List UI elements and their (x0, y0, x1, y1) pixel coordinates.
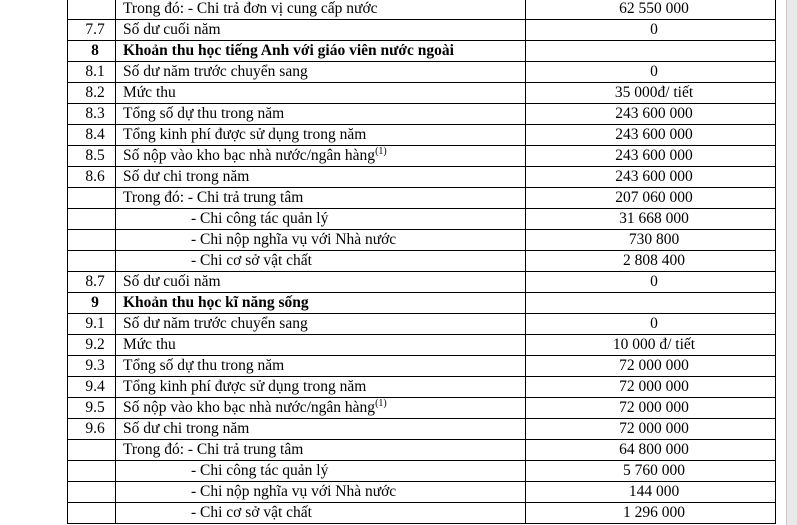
table-row (68, 62, 776, 83)
row-number: 8.5 (68, 146, 116, 167)
row-label: - Chi công tác quản lý (191, 462, 329, 479)
row-label: Khoản thu học tiếng Anh với giáo viên nước ngoài (123, 42, 454, 59)
row-number: 9 (68, 293, 116, 314)
row-label-cell (116, 419, 526, 440)
table-row (68, 20, 776, 41)
row-label: Số dư năm trước chuyển sang (123, 315, 308, 332)
footnote-marker: (1) (375, 146, 387, 157)
budget-table (67, 0, 776, 524)
row-value: 72 000 000 (526, 377, 776, 398)
row-value: 72 000 000 (526, 398, 776, 419)
row-value: 243 600 000 (526, 104, 776, 125)
table-row (68, 356, 776, 377)
row-label: - Chi công tác quản lý (191, 210, 329, 227)
table-row (68, 209, 776, 230)
row-number (68, 209, 116, 230)
row-label: Tổng số dự thu trong năm (123, 357, 285, 374)
table-row (68, 230, 776, 251)
row-label-cell (116, 230, 526, 251)
row-number: 8.4 (68, 125, 116, 146)
row-value: 72 000 000 (526, 419, 776, 440)
row-label-cell (116, 20, 526, 41)
row-value: 5 760 000 (526, 461, 776, 482)
row-value: 31 668 000 (526, 209, 776, 230)
row-label: Trong đó: - Chi trả trung tâm (123, 189, 304, 206)
row-number (68, 188, 116, 209)
row-label: Tổng kinh phí được sử dụng trong năm (123, 378, 367, 395)
row-number (68, 0, 116, 20)
row-number: 8.3 (68, 104, 116, 125)
row-label: - Chi nộp nghĩa vụ với Nhà nước (191, 483, 397, 500)
row-label-cell (116, 104, 526, 125)
row-value: 207 060 000 (526, 188, 776, 209)
row-label: Mức thu (123, 336, 176, 353)
row-label: Số dư cuối năm (123, 21, 221, 38)
row-number (68, 440, 116, 461)
row-number: 9.6 (68, 419, 116, 440)
row-value: 2 808 400 (526, 251, 776, 272)
table-row (68, 0, 776, 20)
row-label-cell (116, 41, 526, 62)
row-value: 243 600 000 (526, 125, 776, 146)
row-value: 243 600 000 (526, 167, 776, 188)
row-number: 9.5 (68, 398, 116, 419)
row-value: 1 296 000 (526, 503, 776, 524)
table-row (68, 440, 776, 461)
row-number: 8.7 (68, 272, 116, 293)
row-label: Trong đó: - Chi trả trung tâm (123, 441, 304, 458)
row-label-cell (116, 293, 526, 314)
row-value: 35 000đ/ tiết (526, 83, 776, 104)
section-row (68, 293, 776, 314)
row-label-cell (116, 146, 526, 167)
table-row (68, 335, 776, 356)
row-label-cell (116, 398, 526, 419)
row-number: 9.4 (68, 377, 116, 398)
row-value: 0 (526, 314, 776, 335)
row-number: 8.1 (68, 62, 116, 83)
row-label-cell (116, 188, 526, 209)
row-label-cell (116, 62, 526, 83)
row-value: 730 800 (526, 230, 776, 251)
row-number: 8.6 (68, 167, 116, 188)
row-value (526, 41, 776, 62)
footnote-marker: (1) (375, 398, 387, 409)
table-row (68, 482, 776, 503)
row-label: Số nộp vào kho bạc nhà nước/ngân hàng (123, 399, 376, 416)
row-label-cell (116, 482, 526, 503)
row-value: 243 600 000 (526, 146, 776, 167)
window-edge (786, 0, 797, 525)
row-number: 8 (68, 41, 116, 62)
table-row (68, 314, 776, 335)
row-number (68, 251, 116, 272)
row-label-cell (116, 314, 526, 335)
row-label: - Chi nộp nghĩa vụ với Nhà nước (191, 231, 397, 248)
row-number: 9.3 (68, 356, 116, 377)
row-value: 62 550 000 (526, 0, 776, 20)
table-row (68, 104, 776, 125)
row-label-cell (116, 335, 526, 356)
row-label: Số dư chi trong năm (123, 420, 250, 437)
row-label-cell (116, 440, 526, 461)
row-value: 144 000 (526, 482, 776, 503)
table-row (68, 83, 776, 104)
row-label-cell (116, 251, 526, 272)
row-label-cell (116, 209, 526, 230)
row-label: Tổng số dự thu trong năm (123, 105, 285, 122)
row-label: Số dư chi trong năm (123, 168, 250, 185)
table-row (68, 377, 776, 398)
table-row (68, 125, 776, 146)
table-row (68, 167, 776, 188)
row-number: 8.2 (68, 83, 116, 104)
row-label-cell (116, 167, 526, 188)
row-label: Số dư năm trước chuyển sang (123, 63, 308, 80)
row-label-cell (116, 377, 526, 398)
row-number (68, 461, 116, 482)
row-label: Mức thu (123, 84, 176, 101)
table-row (68, 251, 776, 272)
row-number (68, 230, 116, 251)
row-value: 64 800 000 (526, 440, 776, 461)
row-value: 0 (526, 272, 776, 293)
row-label-cell (116, 503, 526, 524)
table-row (68, 419, 776, 440)
budget-table-body (68, 0, 776, 524)
row-label: Khoản thu học kĩ năng sống (123, 294, 309, 311)
row-label-cell (116, 83, 526, 104)
table-row (68, 188, 776, 209)
row-value: 0 (526, 20, 776, 41)
row-value: 10 000 đ/ tiết (526, 335, 776, 356)
table-row (68, 146, 776, 167)
row-value (526, 293, 776, 314)
row-label: Trong đó: - Chi trả đơn vị cung cấp nước (123, 0, 378, 17)
row-label: Số dư cuối năm (123, 273, 221, 290)
row-label: - Chi cơ sở vật chất (191, 504, 312, 521)
table-row (68, 398, 776, 419)
row-number (68, 503, 116, 524)
row-value: 0 (526, 62, 776, 83)
section-row (68, 41, 776, 62)
row-label: Tổng kinh phí được sử dụng trong năm (123, 126, 367, 143)
row-label-cell (116, 125, 526, 146)
row-number: 9.2 (68, 335, 116, 356)
row-label-cell (116, 356, 526, 377)
table-row (68, 461, 776, 482)
table-row (68, 272, 776, 293)
row-number: 9.1 (68, 314, 116, 335)
row-value: 72 000 000 (526, 356, 776, 377)
row-number: 7.7 (68, 20, 116, 41)
row-label: Số nộp vào kho bạc nhà nước/ngân hàng (123, 147, 376, 164)
row-label-cell (116, 272, 526, 293)
table-row (68, 503, 776, 524)
row-label: - Chi cơ sở vật chất (191, 252, 312, 269)
row-number (68, 482, 116, 503)
row-label-cell (116, 461, 526, 482)
row-label-cell (116, 0, 526, 20)
